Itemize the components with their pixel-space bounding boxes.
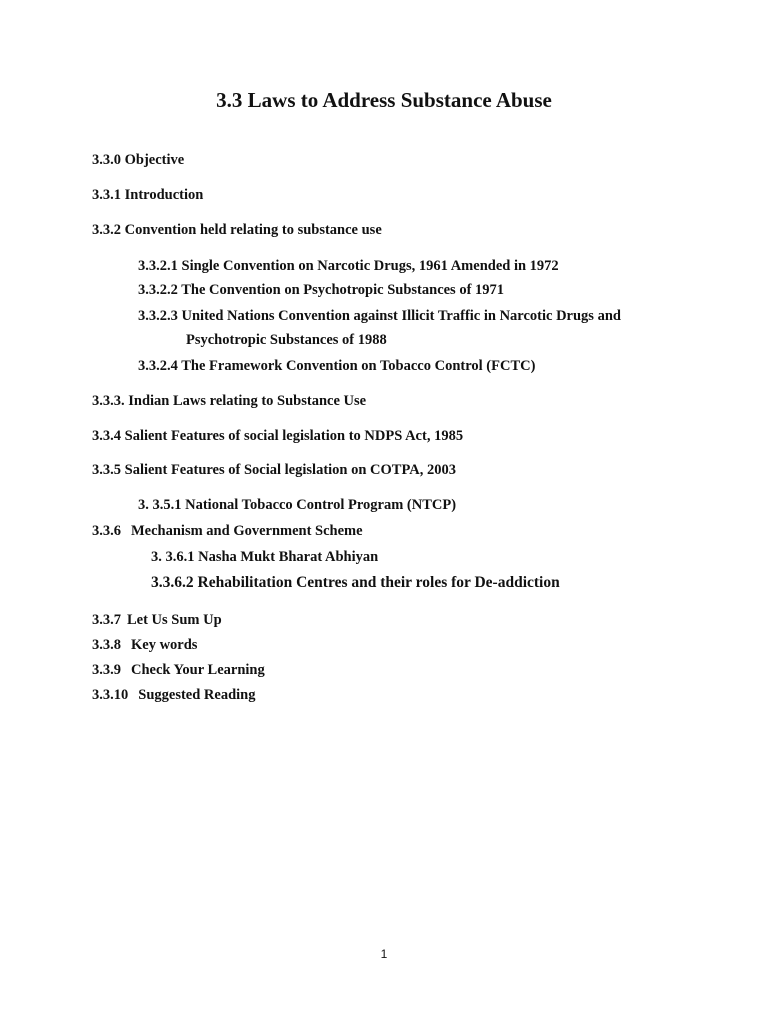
toc-item-keywords — [92, 635, 197, 655]
toc-label: Suggested Reading — [138, 687, 256, 703]
toc-item-suggested-reading — [92, 685, 255, 705]
page-title: 3.3 Laws to Address Substance Abuse — [216, 88, 552, 112]
toc-item-un-convention-line1: 3.3.2.3 United Nations Convention against Illicit Traffic in Narcotic Drugs and — [138, 308, 621, 324]
toc-number: 3.3.9 — [92, 662, 121, 678]
toc-item-un-convention-line2: Psychotropic Substances of 1988 — [186, 332, 387, 348]
toc-item-psychotropic-convention: 3.3.2.2 The Convention on Psychotropic Substances of 1971 — [138, 282, 505, 298]
toc-label: Key words — [131, 637, 198, 653]
toc-item-convention: 3.3.2 Convention held relating to substance use — [92, 222, 382, 238]
toc-item-check-learning — [92, 660, 265, 680]
toc-label: Check Your Learning — [131, 662, 265, 678]
toc-number: 3.3.10 — [92, 687, 129, 703]
toc-label: Mechanism and Government Scheme — [131, 523, 363, 539]
toc-number: 3.3.8 — [92, 637, 121, 653]
toc-item-ndps: 3.3.4 Salient Features of social legislation to NDPS Act, 1985 — [92, 428, 464, 444]
toc-item-ntcp: 3. 3.5.1 National Tobacco Control Program (NTCP) — [138, 497, 457, 513]
toc-item-single-convention: 3.3.2.1 Single Convention on Narcotic Drugs, 1961 Amended in 1972 — [138, 258, 559, 274]
toc-item-cotpa: 3.3.5 Salient Features of Social legislation on COTPA, 2003 — [92, 462, 456, 478]
toc-item-nasha-mukt: 3. 3.6.1 Nasha Mukt Bharat Abhiyan — [151, 549, 379, 565]
toc-item-introduction: 3.3.1 Introduction — [92, 187, 204, 203]
toc-item-rehab: 3.3.6.2 Rehabilitation Centres and their roles for De-addiction — [151, 574, 560, 591]
toc-item-indian-laws: 3.3.3. Indian Laws relating to Substance Use — [92, 393, 367, 409]
toc-item-mechanism — [92, 521, 363, 541]
toc-number: 3.3.6 — [92, 523, 121, 539]
toc-item-objective: 3.3.0 Objective — [92, 152, 185, 168]
toc-label: Let Us Sum Up — [127, 612, 222, 628]
toc-number: 3.3.7 — [92, 612, 121, 628]
page-number: 1 — [380, 947, 388, 961]
toc-item-sum-up — [92, 610, 222, 630]
toc-item-fctc: 3.3.2.4 The Framework Convention on Tobacco Control (FCTC) — [138, 358, 536, 374]
